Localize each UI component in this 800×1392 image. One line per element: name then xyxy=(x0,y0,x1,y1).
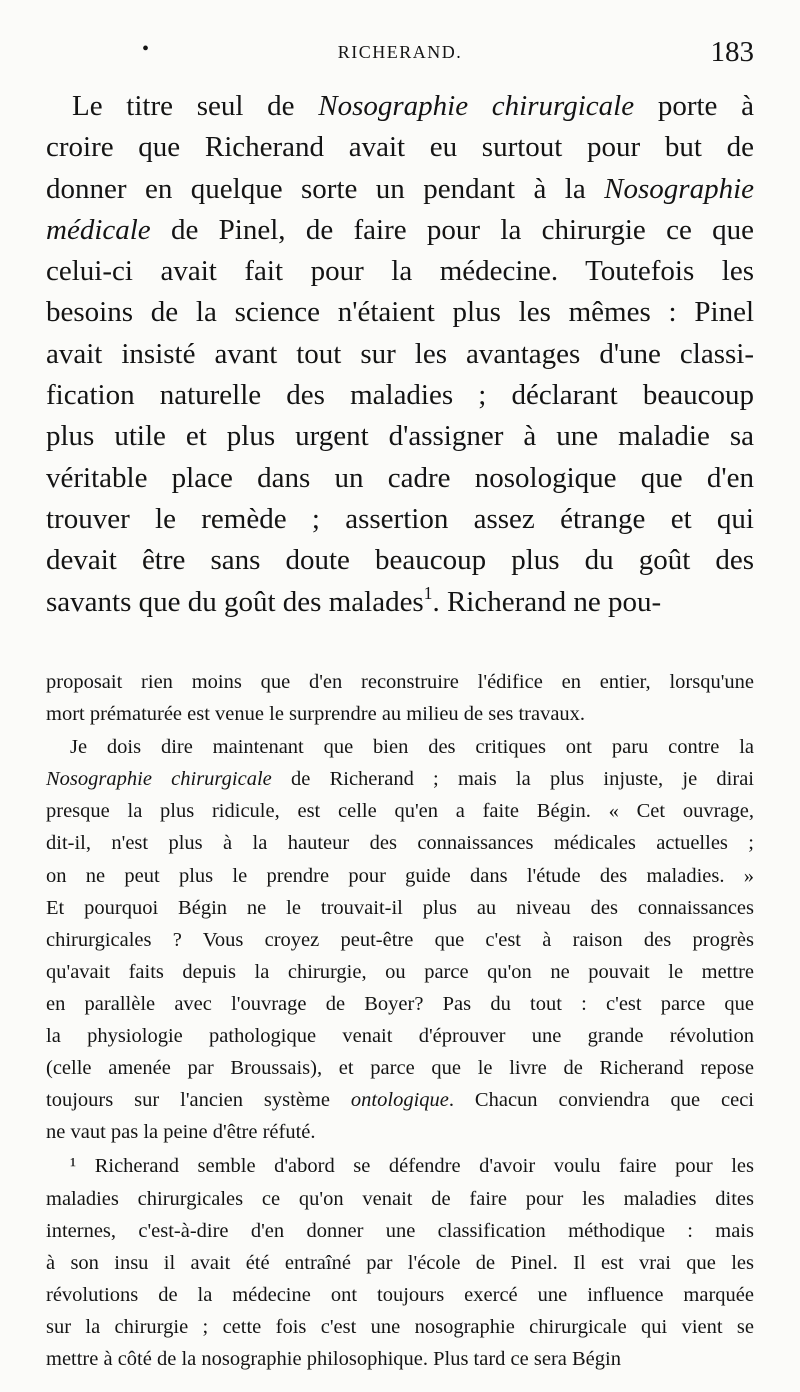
main-line: croire que Richerand avait eu surtout pour but de xyxy=(46,131,754,164)
footnote-line: révolutions de la médecine ont toujours exercé une influence marquée xyxy=(46,1283,754,1306)
lower-text xyxy=(46,666,754,1375)
paragraph-critics xyxy=(46,731,754,1148)
text-line: en parallèle avec l'ouvrage de Boyer? Pas du tout : c'est parce que xyxy=(46,992,754,1015)
footnote xyxy=(46,1150,754,1375)
text-line: (celle amenée par Broussais), et parce que le livre de Richerand repose xyxy=(46,1057,754,1080)
header-ornament: • xyxy=(142,38,150,60)
main-line: celui-ci avait fait pour la médecine. Toutefois les xyxy=(46,255,754,288)
italic-title: Nosographie chirurgicale xyxy=(46,768,272,791)
text-line: toujours sur l'ancien système ontologique. Chacun conviendra que ceci xyxy=(46,1089,754,1112)
footnote-line: mettre à côté de la nosographie philosophique. Plus tard ce sera Bégin xyxy=(46,1347,621,1370)
text-line: Nosographie chirurgicale de Richerand ; mais la plus injuste, je dirai xyxy=(46,768,754,791)
footnote-line: ¹ Richerand semble d'abord se défendre d'avoir voulu faire pour les xyxy=(70,1155,754,1178)
text-line: ne vaut pas la peine d'être réfuté. xyxy=(46,1121,316,1144)
text-line: la physiologie pathologique venait d'éprouver une grande révolution xyxy=(46,1025,754,1048)
text-line: mort prématurée est venue le surprendre au milieu de ses travaux. xyxy=(46,703,586,726)
running-head: RICHERAND. xyxy=(337,42,463,62)
text-line: presque la plus ridicule, est celle qu'en a faite Bégin. « Cet ouvrage, xyxy=(46,800,754,823)
main-line: fication naturelle des maladies ; déclarant beaucoup xyxy=(46,379,754,412)
page-header xyxy=(46,36,754,70)
main-line: devait être sans doute beaucoup plus du goût des xyxy=(46,544,754,577)
italic-title: Nosographie xyxy=(604,172,754,205)
italic-title: Nosographie chirurgicale xyxy=(318,90,635,122)
main-line: médicale de Pinel, de faire pour la chirurgie ce que xyxy=(46,213,754,246)
footnote-marker: ¹ xyxy=(70,1155,77,1178)
text-line: Et pourquoi Bégin ne le trouvait-il plus au niveau des connaissances xyxy=(46,896,754,919)
text-line: chirurgicales ? Vous croyez peut-être que c'est à raison des progrès xyxy=(46,928,754,951)
main-text xyxy=(46,86,754,623)
main-line: besoins de la science n'étaient plus les mêmes : Pinel xyxy=(46,296,754,329)
text-line: dit-il, n'est plus à la hauteur des connaissances médicales actuelles ; xyxy=(46,832,754,855)
text-line: proposait rien moins que d'en reconstruire l'édifice en entier, lorsqu'une xyxy=(46,671,754,693)
footnote-line: à son insu il avait été entraîné par l'école de Pinel. Il est vrai que les xyxy=(46,1251,754,1274)
italic-term: ontologique xyxy=(350,1089,449,1112)
main-line: donner en quelque sorte un pendant à la Nosographie xyxy=(46,172,754,205)
footnote-line: sur la chirurgie ; cette fois c'est une nosographie chirurgicale qui vient se xyxy=(46,1315,754,1338)
page-number: 183 xyxy=(710,36,754,68)
main-line: avait insisté avant tout sur les avantages d'une classi- xyxy=(46,337,754,370)
main-line: Le titre seul de Nosographie chirurgicale porte à xyxy=(72,90,754,122)
footnote-line: maladies chirurgicales ce qu'on venait de faire pour les maladies dites xyxy=(46,1187,754,1210)
main-line: savants que du goût des malades$^1$. Richerand ne pou- xyxy=(46,582,662,618)
italic-title: médicale xyxy=(46,213,151,246)
footnote-line: internes, c'est-à-dire d'en donner une classification méthodique : mais xyxy=(46,1219,754,1242)
continuation-paragraph xyxy=(46,666,754,730)
main-line: véritable place dans un cadre nosologique que d'en xyxy=(46,461,754,494)
main-line: plus utile et plus urgent d'assigner à une maladie sa xyxy=(46,420,754,453)
text-line: qu'avait faits depuis la chirurgie, ou parce qu'on ne pouvait le mettre xyxy=(46,960,754,983)
text-line: Je dois dire maintenant que bien des critiques ont paru contre la xyxy=(70,736,754,759)
footnote-reference: 1 xyxy=(423,582,433,603)
main-line: trouver le remède ; assertion assez étrange et qui xyxy=(46,502,754,535)
text-line: on ne peut plus le prendre pour guide dans l'étude des maladies. » xyxy=(46,864,754,887)
